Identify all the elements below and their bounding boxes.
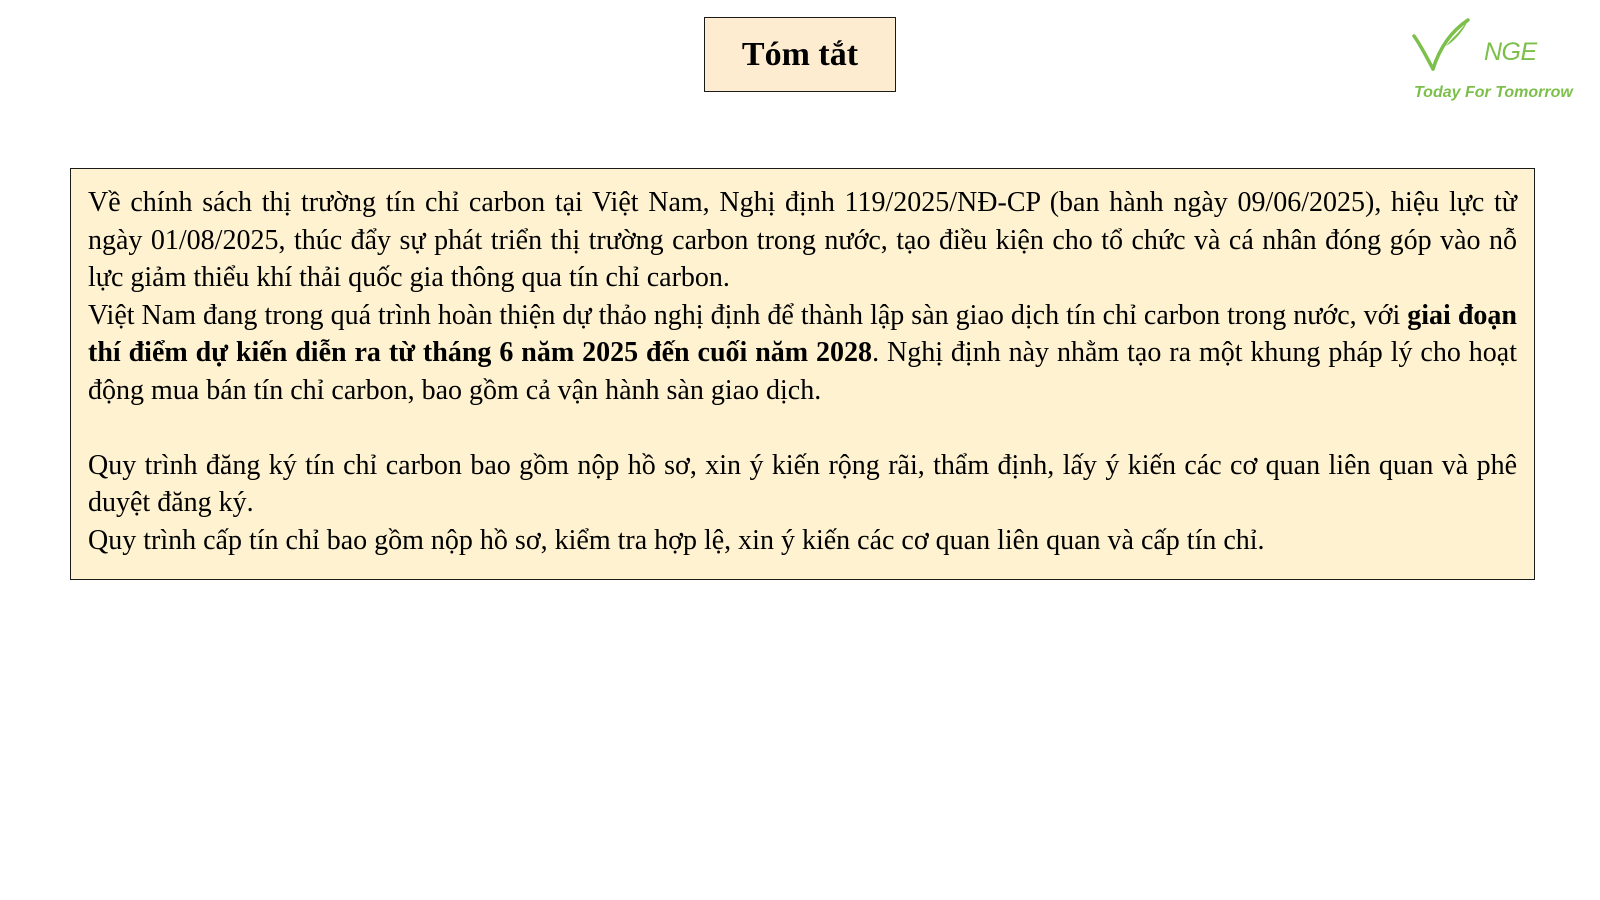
summary-paragraph-registration: Quy trình đăng ký tín chỉ carbon bao gồm nộp hồ sơ, xin ý kiến rộng rãi, thẩm định, lấy ý kiến các cơ quan liên quan và phê duyệt đăng ký.: [88, 449, 1517, 518]
summary-paragraph-issuance: Quy trình cấp tín chỉ bao gồm nộp hồ sơ, kiểm tra hợp lệ, xin ý kiến các cơ quan liên quan và cấp tín chỉ.: [88, 524, 1265, 556]
logo-tagline: Today For Tomorrow: [1414, 84, 1573, 101]
v-leaf-icon: [1406, 14, 1496, 84]
summary-paragraph-policy: Về chính sách thị trường tín chỉ carbon tại Việt Nam, Nghị định 119/2025/NĐ-CP (ban hành ngày 09/06/2025), hiệu lực từ ngày 01/08/2025, thúc đẩy sự phát triển thị trường carbon trong nước, tạo điều kiện cho tổ chức và cá nhân đóng góp vào nỗ lực giảm thiểu khí thải quốc gia thông qua tín chỉ carbon.: [88, 187, 1517, 293]
title-box: [704, 17, 896, 92]
summary-box: [70, 168, 1535, 580]
exchange-text-end: . Nghị định này nhằm tạo ra một khung pháp lý cho hoạt động mua bán tín chỉ carbon, bao gồm cả vận hành sàn giao dịch.: [88, 337, 1517, 406]
logo-name: NGE: [1484, 38, 1537, 66]
exchange-text-start: Việt Nam đang trong quá trình hoàn thiện dự thảo nghị định để thành lập sàn giao dịch tín chỉ carbon trong nước, với: [88, 299, 1408, 331]
page-title: Tóm tắt: [741, 35, 859, 73]
paragraph-spacer: [88, 409, 1517, 447]
company-logo: [1406, 14, 1586, 109]
summary-paragraph-exchange: [88, 297, 1517, 410]
pilot-phase-highlight: giai đoạn thí điểm dự kiến diễn ra từ tháng 6 năm 2025 đến cuối năm 2028: [88, 299, 1518, 368]
